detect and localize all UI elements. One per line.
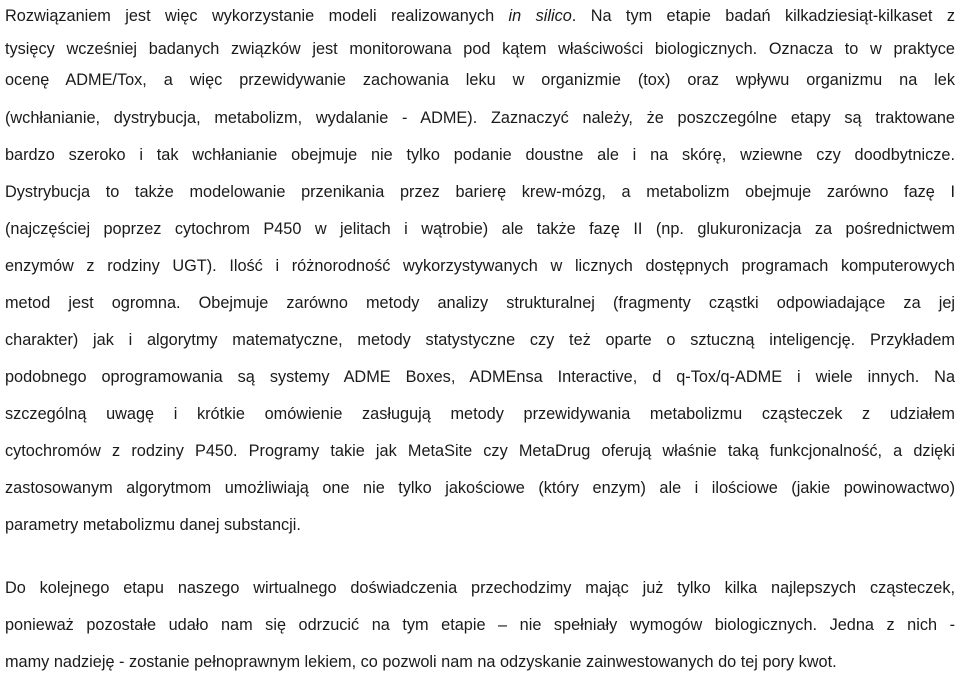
paragraph-1-line-1: Rozwiązaniem jest więc wykorzystanie modeli realizowanych in silico. Na tym etapie badań kilkadziesiąt-kilkaset z [5,7,955,25]
italic-term: in silico [508,7,572,25]
paragraph-1-line-8: enzymów z rodziny UGT). Ilość i różnorodność wykorzystywanych w licznych dostępnych programach komputerowych [5,257,955,275]
paragraph-1-line-11: podobnego oprogramowania są systemy ADME Boxes, ADMEnsa Interactive, d q-Tox/q-ADME i wiele innych. Na [5,368,955,386]
paragraph-1-line-15: parametry metabolizmu danej substancji. [5,516,301,534]
paragraph-1-line-14: zastosowanym algorytmom umożliwiają one nie tylko jakościowe (który enzym) ale i ilościowe (jakie powinowactwo) [5,479,955,497]
paragraph-1-line-10: charakter) jak i algorytmy matematyczne, metody statystyczne czy też oparte o sztuczną inteligencję. Przykładem [5,331,955,349]
paragraph-1-line-12: szczególną uwagę i krótkie omówienie zasługują metody przewidywania metabolizmu cząsteczek z udziałem [5,405,955,423]
paragraph-1-line-7: (najczęściej poprzez cytochrom P450 w jelitach i wątrobie) ale także fazę II (np. glukuronizacja za pośrednictwem [5,220,955,238]
paragraph-1-line-3: ocenę ADME/Tox, a więc przewidywanie zachowania leku w organizmie (tox) oraz wpływu organizmu na lek [5,71,955,89]
paragraph-1-line-6: Dystrybucja to także modelowanie przenikania przez barierę krew-mózg, a metabolizm obejmuje zarówno fazę I [5,183,955,201]
paragraph-2-line-3: mamy nadzieję - zostanie pełnoprawnym lekiem, co pozwoli nam na odzyskanie zainwestowanych do tej pory kwot. [5,653,837,671]
paragraph-2-line-2: ponieważ pozostałe udało nam się odrzucić na tym etapie – nie spełniały wymogów biologicznych. Jedna z nich - [5,616,955,634]
paragraph-1-line-2: tysięcy wcześniej badanych związków jest monitorowana pod kątem właściwości biologicznych. Oznacza to w praktyce [5,40,955,58]
paragraph-1-line-5: bardzo szeroko i tak wchłanianie obejmuje nie tylko podanie doustne ale i na skórę, wziewne czy doodbytnicze. [5,146,955,164]
paragraph-1-line-13: cytochromów z rodziny P450. Programy takie jak MetaSite czy MetaDrug oferują właśnie taką funkcjonalność, a dzięki [5,442,955,460]
paragraph-1-line-9: metod jest ogromna. Obejmuje zarówno metody analizy strukturalnej (fragmenty cząstki odpowiadające za jej [5,294,955,312]
paragraph-1-line-4: (wchłanianie, dystrybucja, metabolizm, wydalanie - ADME). Zaznaczyć należy, że poszczególne etapy są traktowane [5,109,955,127]
paragraph-2-line-1: Do kolejnego etapu naszego wirtualnego doświadczenia przechodzimy mając już tylko kilka najlepszych cząsteczek, [5,579,955,597]
